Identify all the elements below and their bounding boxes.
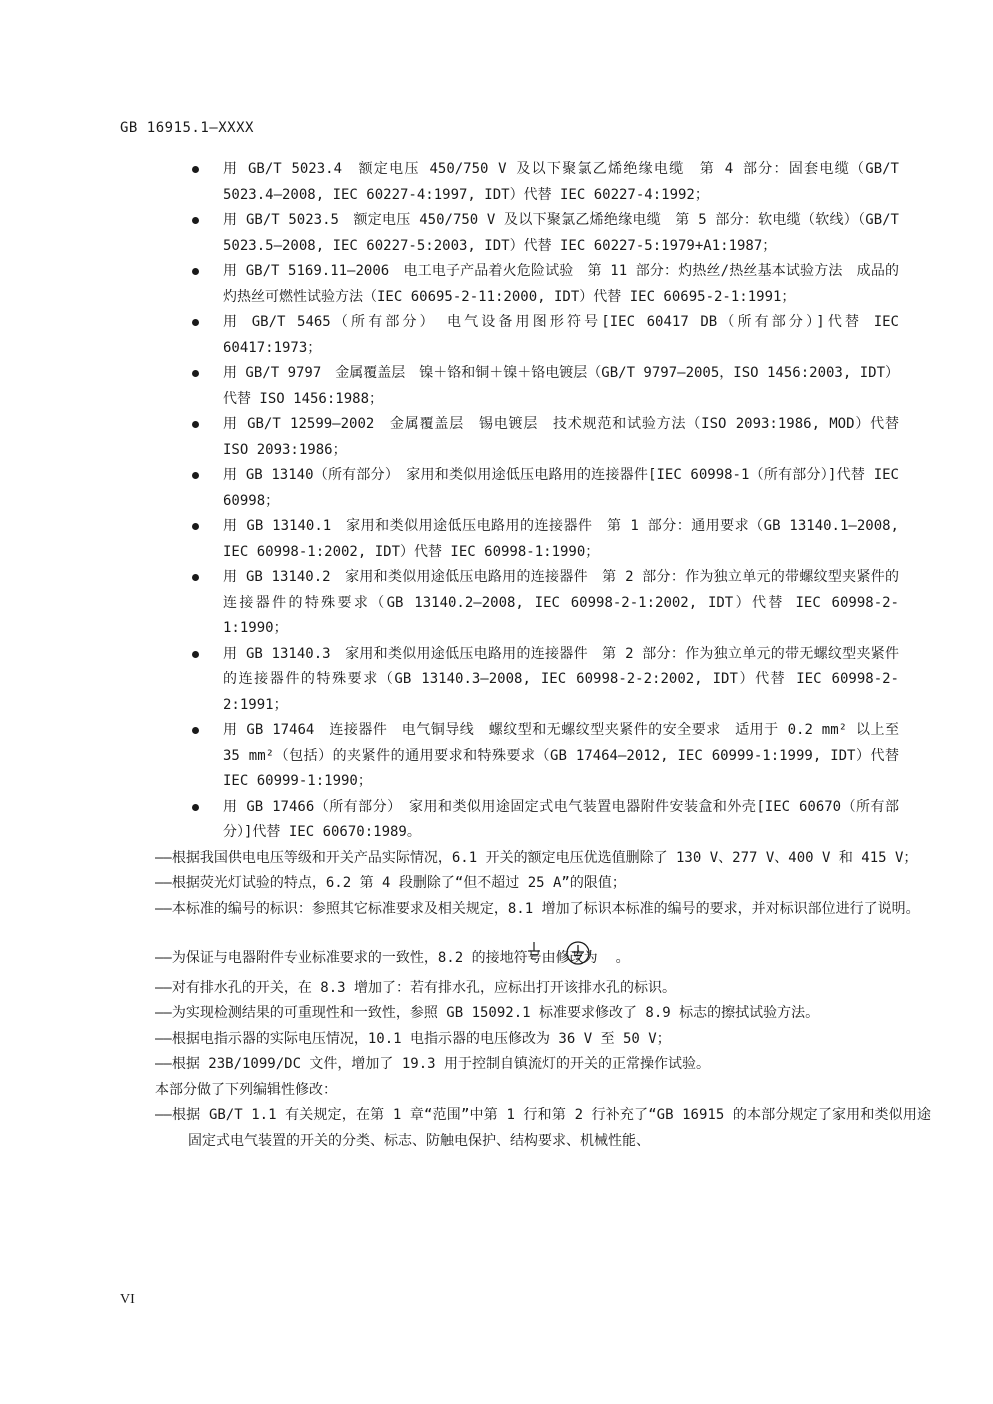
bullet-dot-icon [192, 166, 199, 173]
earth-change-text-before: ——为保证与电器附件专业标准要求的一致性，8.2 的接地符号由 [155, 949, 556, 966]
list-item-text: 用 GB 13140.3 家用和类似用途低压电路用的连接器件 第 2 部分：作为独立单元的带无螺纹型夹紧件的连接器件的特殊要求（GB 13140.3—2008, IEC 60998-2-2:2002, IDT）代替 IEC 60998-2-2:1991； [223, 645, 899, 713]
bullet-dot-icon [192, 804, 199, 811]
bullet-dot-icon [192, 268, 199, 275]
list-item [223, 412, 899, 463]
list-item-text: 用 GB/T 5023.5 额定电压 450/750 V 及以下聚氯乙烯绝缘电缆 第 5 部分：软电缆（软线）（GB/T 5023.5—2008, IEC 60227-5:2003, IDT）代替 IEC 60227-5:1979+A1:1987； [223, 212, 899, 254]
bullet-dot-icon [192, 472, 199, 479]
reference-list [0, 157, 993, 846]
list-item [223, 310, 899, 361]
change-item: ——根据荧光灯试验的特点，6.2 第 4 段删除了“但不超过 25 A”的限值； [155, 875, 626, 891]
list-item [223, 259, 899, 310]
earth-change-text-after: 。 [615, 949, 630, 966]
list-item [223, 718, 899, 795]
list-item-text: 用 GB 13140（所有部分） 家用和类似用途低压电路用的连接器件[IEC 60998-1（所有部分）]代替 IEC 60998； [223, 467, 899, 509]
list-item-text: 用 GB 13140.2 家用和类似用途低压电路用的连接器件 第 2 部分：作为独立单元的带螺纹型夹紧件的连接器件的特殊要求（GB 13140.2—2008, IEC 60998-2-1:2002, IDT）代替 IEC 60998-2-1:1990； [223, 569, 899, 636]
bullet-dot-icon [192, 574, 199, 581]
list-item [223, 157, 899, 208]
editorial-item: ——根据 GB/T 1.1 有关规定，在第 1 章“范围”中第 1 行和第 2 行补充了“GB 16915 的本部分规定了家用和类似用途固定式电气装置的开关的分类、标志、防触电保护、结构要求、机械性能、 [155, 1107, 931, 1149]
list-item-text: 用 GB 13140.1 家用和类似用途低压电路用的连接器件 第 1 部分：通用要求（GB 13140.1—2008, IEC 60998-1:2002, IDT）代替 IEC 60998-1:1990； [223, 518, 899, 560]
change-item-earth-symbol [155, 940, 931, 976]
bullet-dot-icon [192, 523, 199, 530]
list-item [223, 514, 899, 565]
change-item: ——根据 23B/1099/DC 文件，增加了 19.3 用于控制自镇流灯的开关的正常操作试验。 [155, 1056, 711, 1072]
bullet-dot-icon [192, 727, 199, 734]
change-item: ——本标准的编号的标识：参照其它标准要求及相关规定，8.1 增加了标识本标准的编号的要求，并对标识部位进行了说明。 [155, 900, 920, 917]
document-code-header: GB 16915.1—XXXX [120, 120, 254, 136]
list-item-text: 用 GB/T 5465（所有部分） 电气设备用图形符号[IEC 60417 DB（所有部分）]代替 IEC 60417:1973； [223, 314, 899, 356]
list-item-text: 用 GB/T 9797 金属覆盖层 镍＋铬和铜＋镍＋铬电镀层（GB/T 9797—2005，ISO 1456:2003, IDT）代替 ISO 1456:1988； [223, 365, 900, 407]
editorial-intro: 本部分做了下列编辑性修改： [155, 1081, 337, 1098]
change-item: ——为实现检测结果的可重现性和一致性，参照 GB 15092.1 标准要求修改了 8.9 标志的擦拭试验方法。 [155, 1005, 820, 1021]
bullet-dot-icon [192, 370, 199, 377]
list-item-text: 用 GB 17466（所有部分） 家用和类似用途固定式电气装置电器附件安装盒和外壳[IEC 60670（所有部分）]代替 IEC 60670:1989。 [223, 798, 899, 840]
bullet-dot-icon [192, 651, 199, 658]
list-item [223, 795, 899, 846]
list-item [223, 642, 899, 719]
list-item-text: 用 GB/T 12599—2002 金属覆盖层 锡电镀层 技术规范和试验方法（ISO 2093:1986, MOD）代替 ISO 2093:1986； [223, 416, 899, 458]
page-content [0, 157, 993, 1154]
change-item: ——对有排水孔的开关，在 8.3 增加了：若有排水孔，应标出打开该排水孔的标识。 [155, 979, 676, 996]
bullet-dot-icon [192, 217, 199, 224]
earth-change-text-middle: 修改为 [555, 949, 598, 966]
list-item [223, 463, 899, 514]
list-item-text: 用 GB/T 5023.4 额定电压 450/750 V 及以下聚氯乙烯绝缘电缆 第 4 部分：固套电缆（GB/T 5023.4—2008, IEC 60227-4:1997, IDT）代替 IEC 60227-4:1992； [223, 161, 899, 203]
list-item [223, 565, 899, 642]
change-item: ——根据电指示器的实际电压情况，10.1 电指示器的电压修改为 36 V 至 50 V； [155, 1030, 671, 1047]
list-item [223, 361, 899, 412]
bullet-dot-icon [192, 421, 199, 428]
list-item-text: 用 GB 17464 连接器件 电气铜导线 螺纹型和无螺纹型夹紧件的安全要求 适用于 0.2 mm² 以上至 35 mm²（包括）的夹紧件的通用要求和特殊要求（GB 17464—2012, IEC 60999-1:1999, IDT）代替 IEC 60999-1:1990； [223, 722, 899, 789]
list-item-text: 用 GB/T 5169.11—2006 电工电子产品着火危险试验 第 11 部分：灼热丝/热丝基本试验方法 成品的灼热丝可燃性试验方法（IEC 60695-2-11:2000, IDT）代替 IEC 60695-2-1:1991； [223, 263, 899, 305]
list-item [223, 208, 899, 259]
bullet-dot-icon [192, 319, 199, 326]
page-number: VI [120, 1292, 135, 1307]
change-item: ——根据我国供电电压等级和开关产品实际情况，6.1 开关的额定电压优选值删除了 130 V、277 V、400 V 和 415 V； [155, 849, 918, 866]
